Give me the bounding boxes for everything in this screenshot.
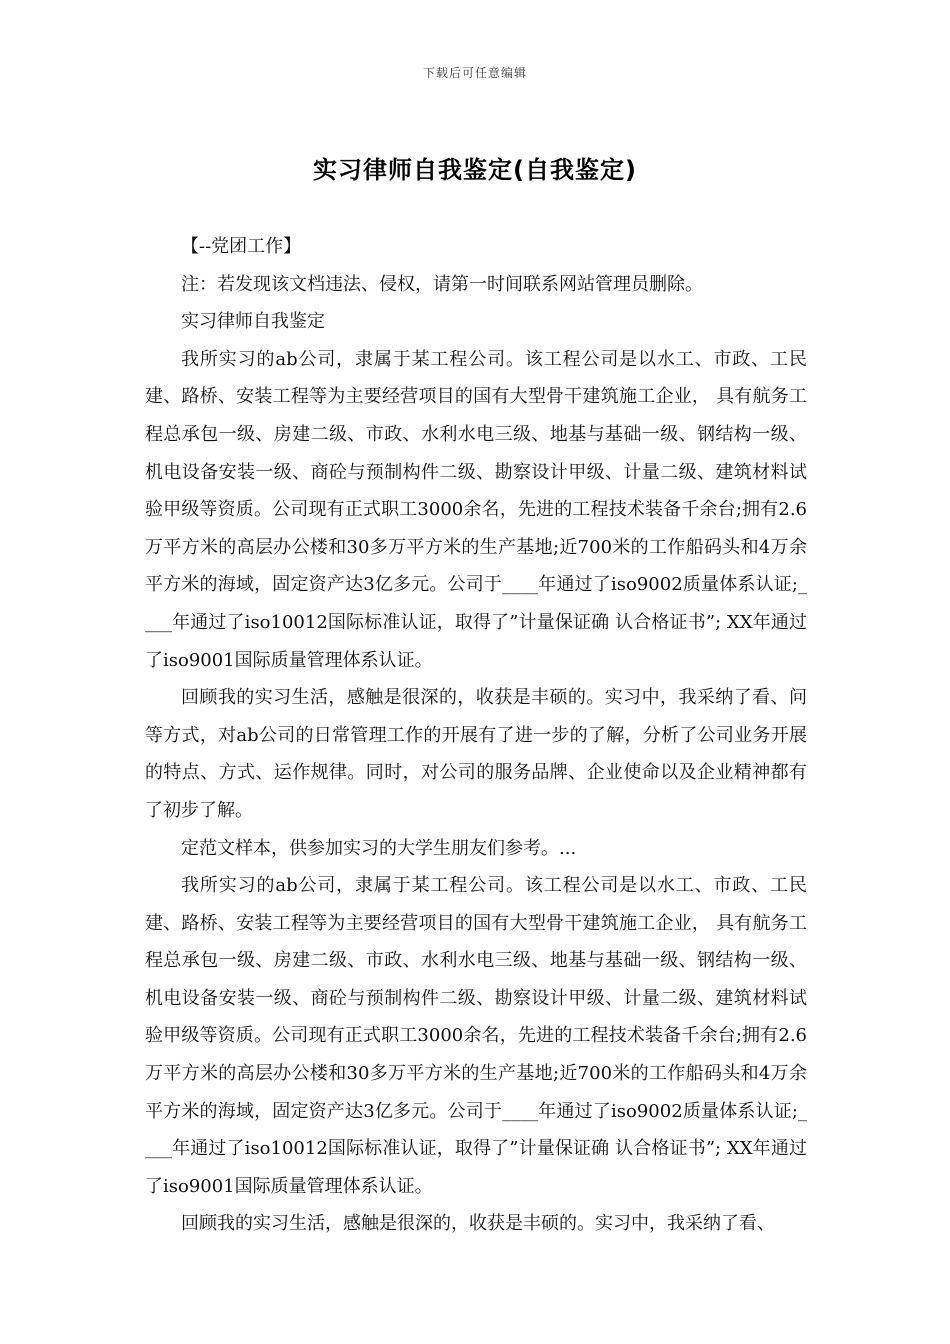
section-tag: 【--党团工作】: [181, 236, 302, 257]
document-title: 实习律师自我鉴定(自我鉴定): [313, 156, 637, 184]
subheading: 实习律师自我鉴定: [181, 311, 325, 333]
document-body: [145, 228, 807, 1243]
paragraph-company-intro: 我所实习的ab公司，隶属于某工程公司。该工程公司是以水工、市政、工民建、路桥、安装工程等为主要经营项目的国有大型骨干建筑施工企业， 具有航务工程总承包一级、房建二级、市政、水利水电三级、地基与基础一级、钢结构一级、机电设备安装一级、商砼与预制构件二级、勘察设计甲级、计量二级、建筑材料试验甲级等资质。公司现有正式职工3000余名，先进的工程技术装备千余台;拥有2.6万平方米的高层办公楼和30多万平方米的生产基地;近700米的工作船码头和4万余平方米的海域，固定资产达3亿多元。公司于____年通过了iso9002质量体系认证;____年通过了iso10012国际标准认证，取得了”计量保证确 认合格证书”; XX年通过了iso9001国际质量管理体系认证。: [145, 348, 807, 671]
header-note: 下载后可任意编辑: [422, 66, 527, 80]
paragraph-sample-note: 定范文样本，供参加实习的大学生朋友们参考。...: [181, 837, 577, 859]
paragraph-review-repeat: 回顾我的实习生活，感触是很深的，收获是丰硕的。实习中，我采纳了看、: [181, 1213, 775, 1235]
paragraph-company-intro-repeat: 我所实习的ab公司，隶属于某工程公司。该工程公司是以水工、市政、工民建、路桥、安装工程等为主要经营项目的国有大型骨干建筑施工企业， 具有航务工程总承包一级、房建二级、市政、水利水电三级、地基与基础一级、钢结构一级、机电设备安装一级、商砼与预制构件二级、勘察设计甲级、计量二级、建筑材料试验甲级等资质。公司现有正式职工3000余名，先进的工程技术装备千余台;拥有2.6万平方米的高层办公楼和30多万平方米的生产基地;近700米的工作船码头和4万余平方米的海域，固定资产达3亿多元。公司于____年通过了iso9002质量体系认证;____年通过了iso10012国际标准认证，取得了”计量保证确 认合格证书”; XX年通过了iso9001国际质量管理体系认证。: [145, 875, 807, 1197]
paragraph-review: 回顾我的实习生活，感触是很深的，收获是丰硕的。实习中，我采纳了看、问等方式，对ab公司的日常管理工作的开展有了进一步的了解，分析了公司业务开展的特点、方式、运作规律。同时，对公司的服务品牌、企业使命以及企业精神都有了初步了解。: [145, 687, 807, 821]
copyright-notice: 注：若发现该文档违法、侵权，请第一时间联系网站管理员删除。: [181, 273, 703, 295]
